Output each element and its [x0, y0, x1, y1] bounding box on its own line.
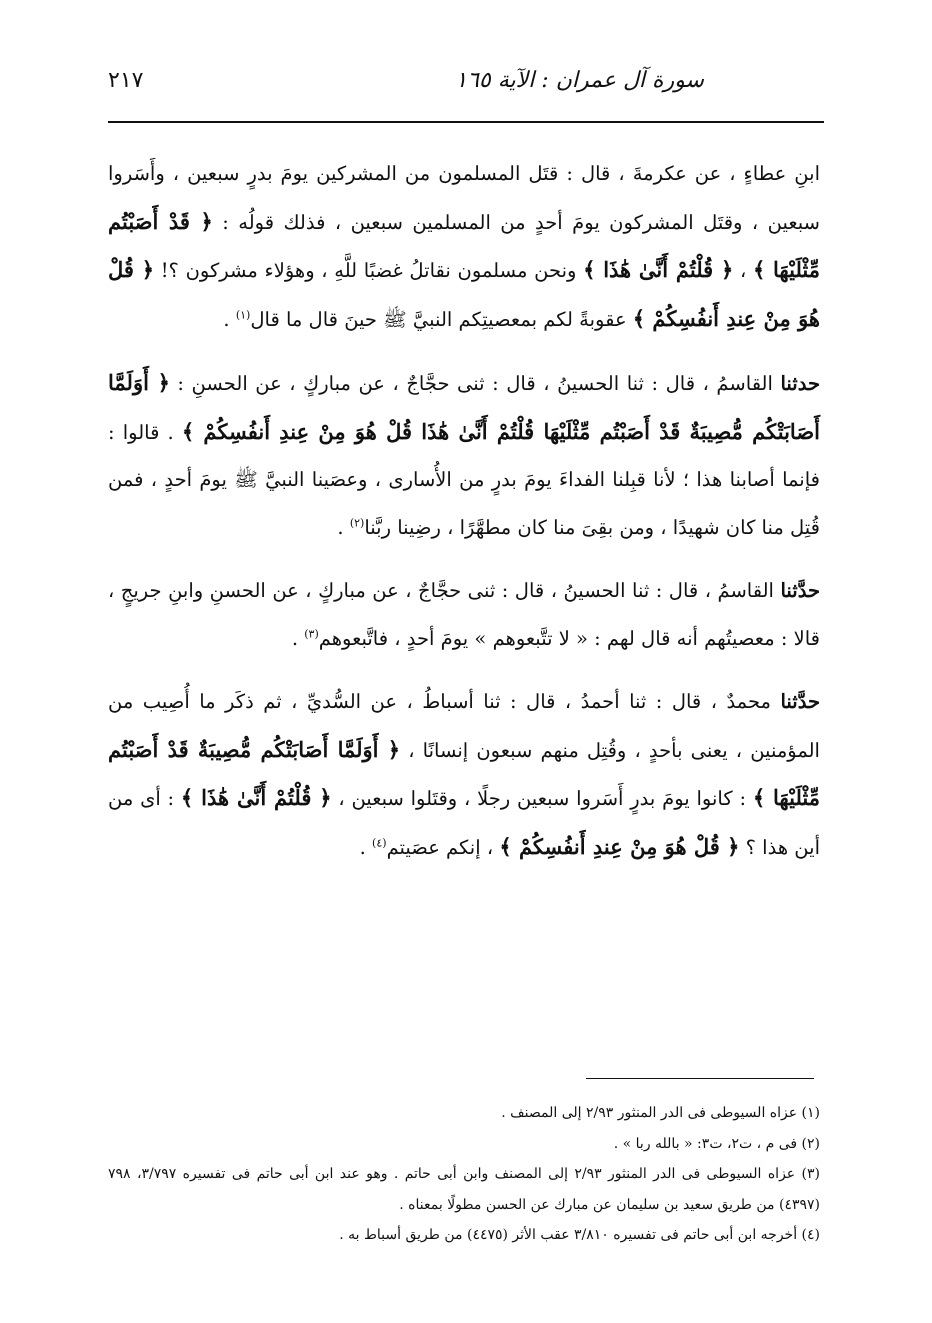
text-run: . — [223, 307, 236, 331]
quran-quote: ﴿ قُلْتُمْ أَنَّىٰ هَٰذَا ﴾ — [583, 257, 734, 282]
text-run: . قالوا : فإنما أصابنا هذا ؛ لأنا قبِلنا الفداءَ يومَ بدرٍ من الأُسارى ، وعصَينا النبيَّ ﷺ يومَ أحدٍ ، فمن قُتِل منا كان شهيدًا ، ومن بقِىَ منا كان مطهَّرًا ، رضِينا ربَّنا — [108, 420, 820, 539]
paragraph — [108, 567, 820, 662]
running-header — [108, 68, 824, 108]
footnote-ref: (١) — [235, 308, 251, 321]
text-run: . — [291, 626, 305, 650]
text-run: القاسمُ ، قال : ثنا الحسينُ ، قال : ثنى حجَّاجٌ ، عن مباركٍ ، عن الحسنِ : — [169, 372, 781, 395]
text-run: : كانوا يومَ بدرٍ أَسَروا سبعين رجلًا ، وقتَلوا سبعين ، — [331, 787, 753, 810]
paragraph — [108, 359, 820, 551]
text-run: . — [359, 835, 373, 859]
text-run: ابنِ عطاءٍ ، عن عكرمةَ ، قال : قتَل المسلمون من المشركين يومَ بدرٍ سبعين ، وأَسَروا سبعين ، وقتَل المشركون يومَ أحدٍ من المسلمين سبعين ، فذلك قولُه : — [108, 162, 821, 234]
footnote: (١) عزاه السيوطى فى الدر المنثور ٢/٩٣ إلى المصنف . — [501, 1105, 820, 1121]
footnote: (٤) أخرجه ابن أبى حاتم فى تفسيره ٣/٨١٠ عقب الأثر (٤٤٧٥) من طريق أسباط به . — [339, 1227, 820, 1243]
page-number: ٢١٧ — [108, 68, 144, 93]
footnote-ref: (٢) — [349, 516, 365, 529]
quran-quote: ﴿ قُلْ هُوَ مِنْ عِندِ أَنفُسِكُمْ ﴾ — [108, 257, 820, 331]
text-run: ، — [733, 259, 753, 282]
quran-quote: ﴿ أَوَلَمَّا أَصَابَتْكُم مُّصِيبَةٌ قَدْ أَصَبْتُم مِّثْلَيْهَا ﴾ — [108, 736, 820, 810]
quran-quote: ﴿ قُلْتُمْ أَنَّىٰ هَٰذَا ﴾ — [180, 785, 332, 810]
paragraph — [108, 678, 820, 871]
text-run: : أى من أين هذا ؟ — [108, 787, 820, 859]
text-run: محمدٌ ، قال : ثنا أحمدُ ، قال : ثنا أسباطُ ، عن السُّديِّ ، ثم ذكَر ما أُصِيب من المؤمنين ، يعنى بأحدٍ ، وقُتِل منهم سبعون إنسانًا ، — [108, 690, 820, 762]
quran-quote: ﴿ قَدْ أَصَبْتُم مِّثْلَيْهَا ﴾ — [108, 208, 820, 282]
paragraph — [108, 150, 820, 343]
footnote-ref: (٣) — [304, 627, 319, 640]
footnote: (٣) عزاه السيوطى فى الدر المنثور ٢/٩٣ إلى المصنف وابن أبى حاتم . وهو عند ابن أبى حاتم فى تفسيره ٣/٧٩٧، ٧٩٨ (٤٣٩٧) من طريق سعيد بن سليمان عن مبارك عن الحسن مطولًا بمعناه . — [108, 1166, 820, 1213]
text-run: القاسمُ ، قال : ثنا الحسينُ ، قال : ثنى حجَّاجٌ ، عن مباركٍ ، عن الحسنِ وابنِ جريجٍ ، قالا : معصيتُهم أنه قال لهم : « لا تتَّبعوهم » يومَ أحدٍ ، فاتَّبعوهم — [108, 579, 820, 650]
quran-quote: ﴿ قُلْ هُوَ مِنْ عِندِ أَنفُسِكُمْ ﴾ — [499, 833, 740, 859]
footnote-divider — [586, 1078, 814, 1079]
isnad-lead: حدَّثنا — [780, 690, 820, 713]
text-run: . — [337, 515, 350, 539]
main-text — [108, 150, 820, 871]
text-run: ، إنكم عصَيتم — [386, 835, 500, 859]
footnote-ref: (٤) — [372, 836, 387, 849]
header-divider — [108, 121, 824, 123]
footnotes — [108, 1098, 820, 1251]
surah-title: سورة آل عمران : الآية ١٦٥ — [455, 68, 704, 93]
isnad-lead: حدَّثنا — [780, 579, 820, 602]
isnad-lead: حدثنا — [780, 372, 821, 395]
quran-quote: ﴿ أَوَلَمَّا أَصَابَتْكُم مُّصِيبَةٌ قَدْ أَصَبْتُم مِّثْلَيْهَا قُلْتُمْ أَنَّىٰ هَٰذَا قُلْ هُوَ مِنْ عِندِ أَنفُسِكُمْ ﴾ — [108, 370, 820, 444]
text-run: ونحن مسلمون نقاتلُ غضبًا للَّهِ ، وهؤلاء مشركون ؟! — [154, 259, 584, 282]
text-run: عقوبةً لكم بمعصيتِكم النبيَّ ﷺ حينَ قال ما قال — [250, 307, 633, 331]
footnote: (٢) فى م ، ت٢، ت٣: « بالله ربا » . — [613, 1135, 820, 1152]
